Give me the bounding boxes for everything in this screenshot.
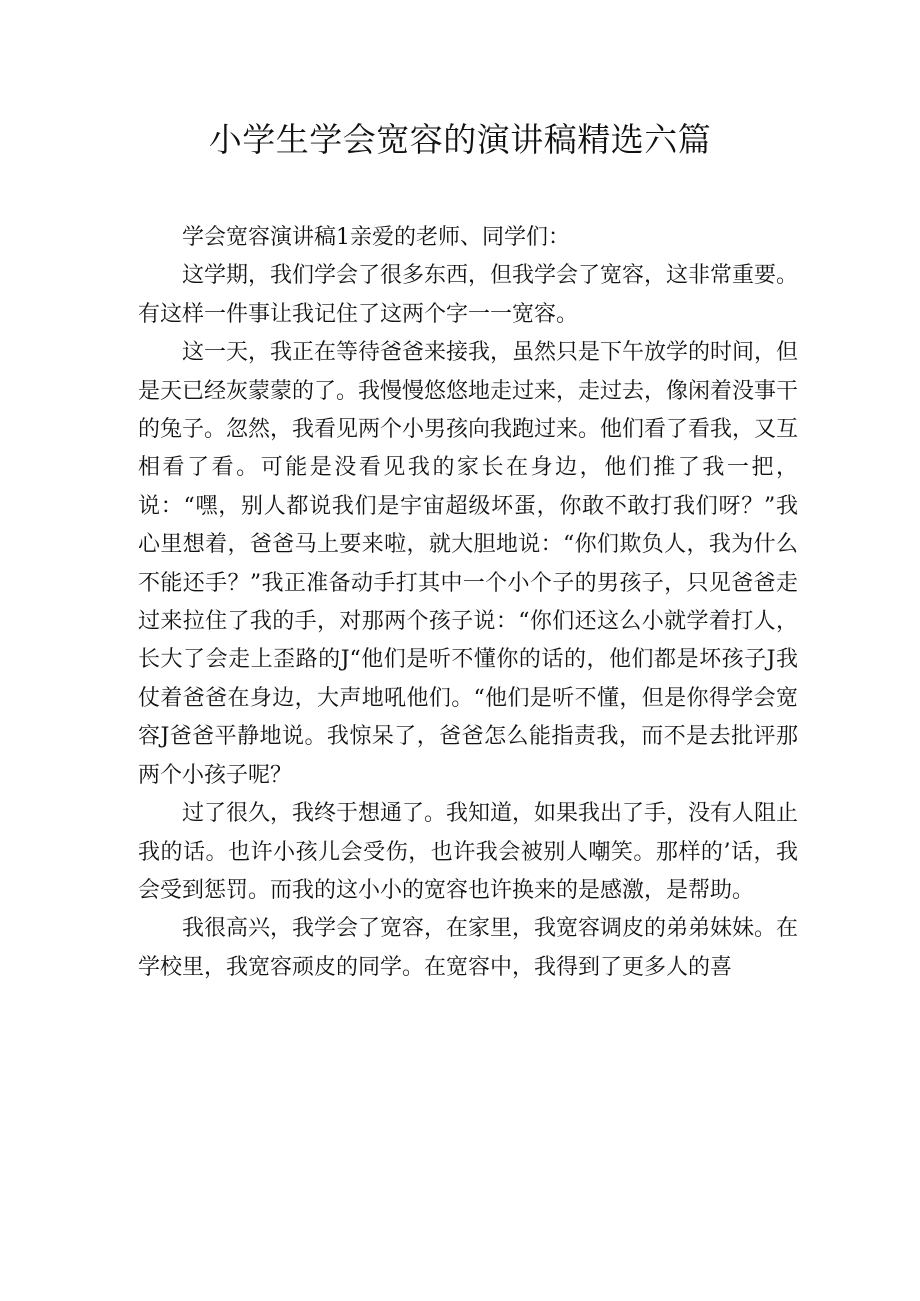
paragraph-greeting: 学会宽容演讲稿1亲爱的老师、同学们： — [182, 225, 570, 250]
paragraph-intro: 这学期，我们学会了很多东西，但我学会了宽容，这非常重要。有这样一件事让我记住了这两个字一一宽容。 — [138, 263, 799, 327]
paragraph-reflection: 过了很久，我终于想通了。我知道，如果我出了手，没有人阻止我的话。也许小孩儿会受伤，也许我会被别人嘲笑。那样的’话，我会受到惩罚。而我的这小小的宽容也许换来的是感激，是帮助。 — [138, 801, 799, 903]
paragraph-story: 这一天，我正在等待爸爸来接我，虽然只是下午放学的时间，但是天已经灰蒙蒙的了。我慢慢悠悠地走过来，走过去，像闲着没事干的兔子。忽然，我看见两个小男孩向我跑过来。他们看了看我，又互相看了看。可能是没看见我的家长在身边，他们推了我一把，说：“嘿，别人都说我们是宇宙超级坏蛋，你敢不敢打我们呀？”我心里想着，爸爸马上要来啦，就大胆地说：“你们欺负人，我为什么不能还手？”我正准备动手打其中一个小个子的男孩子，只见爸爸走过来拉住了我的手，对那两个孩子说：“你们还这么小就学着打人，长大了会走上歪路的J“他们是听不懂你的话的，他们都是坏孩子J我仗着爸爸在身边，大声地吼他们。“他们是听不懂，但是你得学会宽容J爸爸平静地说。我惊呆了，爸爸怎么能指责我，而不是去批评那两个小孩子呢？ — [138, 340, 799, 788]
document-body — [138, 219, 798, 987]
paragraph-conclusion: 我很高兴，我学会了宽容，在家里，我宽容调皮的弟弟妹妹。在学校里，我宽容顽皮的同学。在宽容中，我得到了更多人的喜 — [138, 916, 799, 980]
document-title: 小学生学会宽容的演讲稿精选六篇 — [208, 120, 712, 159]
